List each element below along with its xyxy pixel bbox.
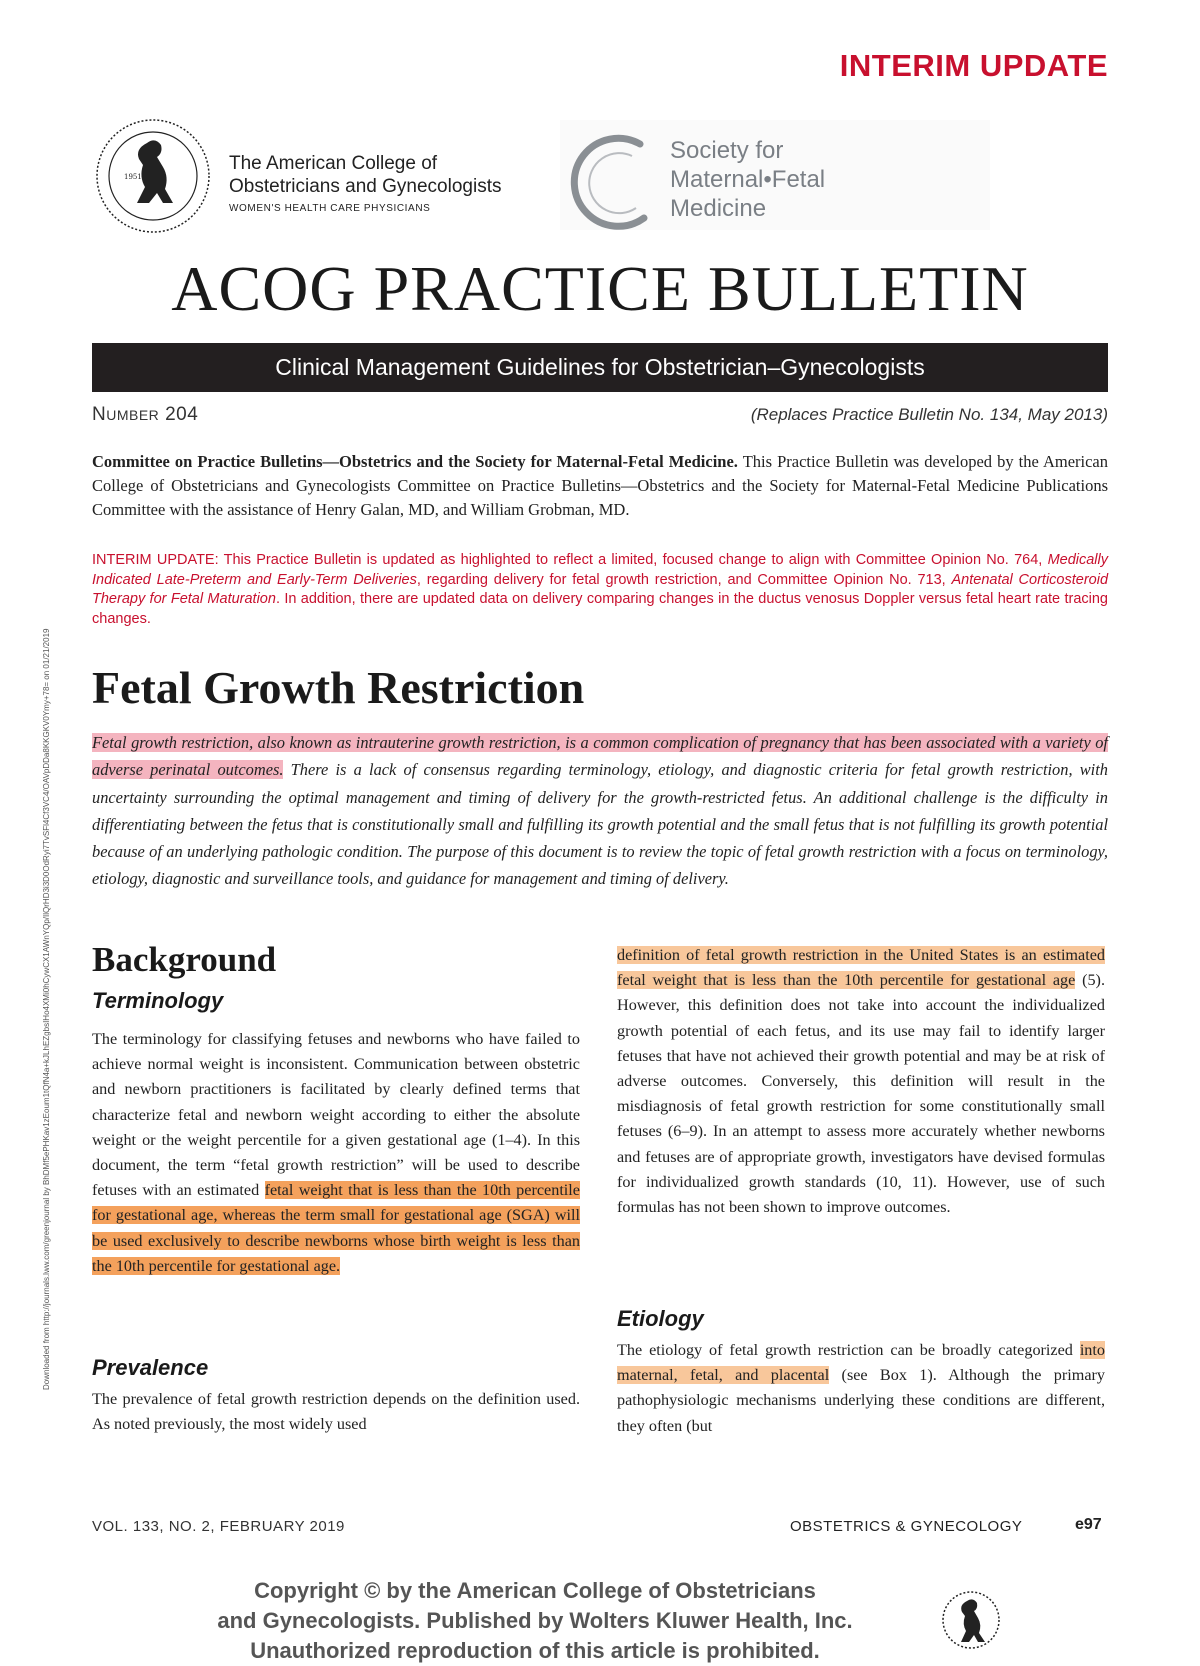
terminology-text	[92, 1027, 580, 1279]
committee-note	[92, 450, 1108, 522]
interim-note-part-1: INTERIM UPDATE: This Practice Bulletin is updated as highlighted to reflect a limited, focused change to align with Committee Opinion No. 764,	[92, 552, 1048, 568]
interim-update-note	[92, 551, 1108, 629]
etiology-text	[617, 1338, 1105, 1439]
prevalence-text: The prevalence of fetal growth restriction depends on the definition used. As noted previously, the most widely used	[92, 1390, 580, 1434]
terminology-highlight: fetal weight that is less than the 10th percentile for gestational age, whereas the term small for gestational age (SGA) will be used exclusively to describe newborns whose birth weight is less than the 10th percentile for gestational age.	[92, 1181, 580, 1275]
interim-note-part-3: . In addition, there are updated data on delivery comparing changes in the ductus venosus Doppler versus fetal heart rate tracing changes.	[92, 591, 1108, 627]
prevalence-heading: Prevalence	[92, 1355, 209, 1380]
etiology-heading: Etiology	[617, 1306, 704, 1331]
prevalence-highlight: definition of fetal growth restriction in the United States is an estimated fetal weight that is less than the 10th percentile for gestational age	[617, 946, 1105, 990]
smfm-name-line-1: Society for	[670, 137, 784, 164]
etiology-paragraph-start: The etiology of fetal growth restriction can be broadly categorized	[617, 1341, 1080, 1359]
interim-note-part-2: , regarding delivery for fetal growth restriction, and Committee Opinion No. 713,	[416, 571, 952, 588]
etiology-paragraph-end: (see Box 1). Although the primary pathophysiologic mechanisms underlying these conditions are different, they often (but	[617, 1366, 1106, 1435]
terminology-paragraph: The terminology for classifying fetuses and newborns who have failed to achieve normal weight is inconsistent. Communication between obstetric and newborn practitioners is facilitated by clearly defined terms that characterize fetal and newborn weight according to either the absolute weight or the weight percentile for a given gestational age (1–4). In this document, the term “fetal growth restriction” will be used to describe fetuses with an estimated	[92, 1030, 580, 1200]
copyright-line-3: Unauthorized reproduction of this article is prohibited.	[250, 1638, 820, 1663]
copyright-notice	[150, 1576, 920, 1666]
replaces-note: (Replaces Practice Bulletin No. 134, May 2013)	[750, 405, 1108, 424]
abstract-text: There is a lack of consensus regarding terminology, etiology, and diagnostic criteria for fetal growth restriction, with uncertainty surrounding the optimal management and timing of delivery for the growth-restricted fetus. An additional challenge is the difficulty in differentiating between the fetus that is constitutionally small and fulfilling its growth potential and the small fetus that is not fulfilling its growth potential because of an underlying pathologic condition. The purpose of this document is to review the topic of fetal growth restriction with a focus on terminology, etiology, diagnostic and surveillance tools, and guidance for management and timing of delivery.	[92, 760, 1108, 889]
smfm-logo-arc	[562, 126, 672, 236]
background-heading: Background	[92, 940, 277, 979]
bulletin-number-value: 204	[165, 404, 199, 425]
acog-seal-logo	[92, 115, 214, 237]
committee-text: This Practice Bulletin was developed by the American College of Obstetricians and Gynecologists Committee on Practice Bulletins—Obstetrics and the Society for Maternal-Fetal Medicine Publications Committee with the assistance of Henry Galan, MD, and William Grobman, MD.	[92, 452, 1108, 519]
subtitle-bar: Clinical Management Guidelines for Obstetrician–Gynecologists	[92, 343, 1108, 392]
committee-lead: Committee on Practice Bulletins—Obstetrics and the Society for Maternal-Fetal Medicine.	[92, 452, 738, 471]
abstract	[92, 729, 1108, 893]
interim-note-title-1: Medically Indicated Late-Preterm and Early-Term Deliveries	[92, 552, 1108, 588]
svg-text:1951: 1951	[124, 173, 142, 181]
download-notice-text: Downloaded from http://journals.lww.com/greenjournal by BhDMf5ePHKav1zEoum1tQfN4a+kJLhEZgbsIHo4XMi0hCywCX1AWnYQp/IlQrHD3i3D0OdRyi7TvSFl4Cf3VC4/OAVpDDa8KKGKV0Ymy+78= on 01/21/2019	[42, 628, 51, 1390]
download-notice-strip	[42, 490, 56, 1390]
prevalence-continued-text	[617, 943, 1105, 1220]
footer-page-number: e97	[1075, 1516, 1102, 1533]
acog-name-line-2: Obstetricians and Gynecologists	[229, 176, 502, 197]
copyright-line-2: and Gynecologists. Published by Wolters Kluwer Health, Inc.	[217, 1608, 853, 1633]
interim-update-badge: INTERIM UPDATE	[839, 48, 1108, 83]
bulletin-number-rest: UMBER	[106, 407, 160, 423]
abstract-highlight: Fetal growth restriction, also known as intrauterine growth restriction, is a common complication of pregnancy that has been associated with a variety of adverse perinatal outcomes.	[92, 733, 1108, 780]
copyright-line-1: Copyright © by the American College of Obstetricians	[254, 1578, 816, 1603]
bulletin-title: ACOG PRACTICE BULLETIN	[171, 253, 1029, 324]
terminology-heading: Terminology	[92, 988, 224, 1013]
smfm-name-line-3: Medicine	[670, 195, 767, 222]
footer-journal: OBSTETRICS & GYNECOLOGY	[790, 1518, 1023, 1535]
bulletin-number-initial: N	[92, 404, 107, 425]
acog-name-line-1: The American College of	[229, 153, 438, 174]
smfm-name-line-2: Maternal•Fetal	[670, 166, 826, 193]
smfm-organization-name	[670, 136, 825, 223]
article-title: Fetal Growth Restriction	[92, 662, 585, 713]
acog-tagline: WOMEN'S HEALTH CARE PHYSICIANS	[229, 203, 431, 214]
etiology-highlight: into maternal, fetal, and placental	[617, 1341, 1105, 1385]
footer-volume: VOL. 133, NO. 2, FEBRUARY 2019	[92, 1518, 345, 1535]
bulletin-number	[92, 404, 198, 426]
prevalence-continued-paragraph: (5). However, this definition does not take into account the individualized growth potential of each fetus, and its use may fail to identify larger fetuses that have not achieved their growth potential and may be at risk of adverse outcomes. Conversely, this definition will result in the misdiagnosis of fetal growth restriction for some constitutionally small fetuses (6–9). In an attempt to assess more accurately whether newborns and fetuses are of appropriate growth, investigators have devised formulas for individualized growth standards (10, 11). However, use of such formulas has not been shown to improve outcomes.	[617, 971, 1105, 1217]
acog-organization-name	[229, 152, 501, 198]
footer-seal-icon	[940, 1589, 1002, 1651]
interim-note-title-2: Antenatal Corticosteroid Therapy for Fetal Maturation	[92, 571, 1109, 607]
